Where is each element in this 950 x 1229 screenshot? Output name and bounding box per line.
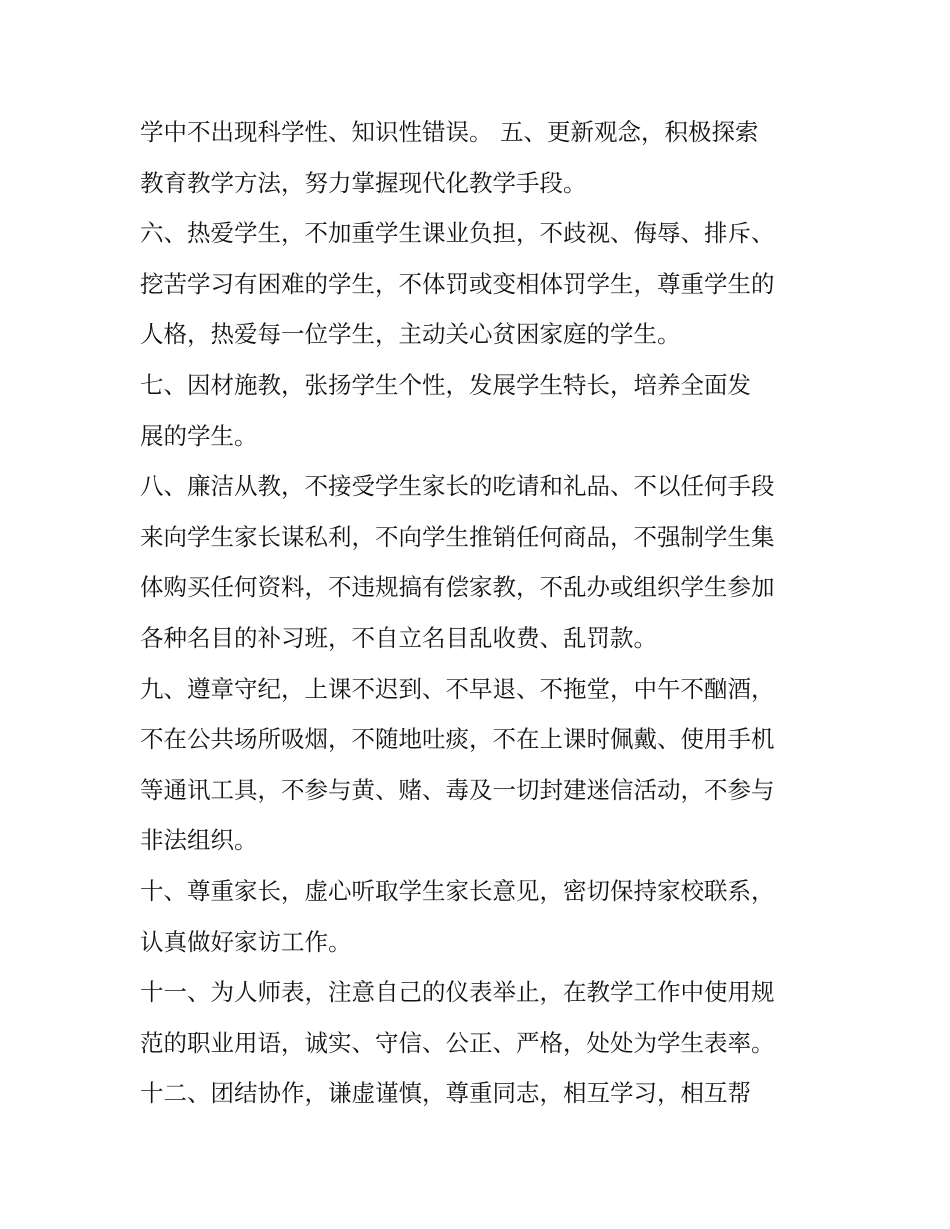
text-line: 非法组织。 [140, 826, 258, 855]
text-line: 展的学生。 [140, 421, 258, 450]
text-line: 十二、团结协作，谦虚谨慎，尊重同志，相互学习，相互帮 [140, 1079, 751, 1108]
text-line: 范的职业用语，诚实、守信、公正、严格，处处为学生表率。 [140, 1028, 775, 1057]
document-body [140, 107, 830, 1119]
text-line: 教育教学方法，努力掌握现代化教学手段。 [140, 168, 587, 197]
text-line: 来向学生家长谋私利，不向学生推销任何商品，不强制学生集 [140, 522, 775, 551]
text-line: 认真做好家访工作。 [140, 927, 352, 956]
text-line: 学中不出现科学性、知识性错误。 五、更新观念，积极探索 [140, 118, 759, 146]
text-line: 人格，热爱每一位学生，主动关心贫困家庭的学生。 [140, 320, 681, 349]
text-line: 不在公共场所吸烟，不随地吐痰，不在上课时佩戴、使用手机 [140, 725, 775, 754]
text-line: 九、遵章守纪，上课不迟到、不早退、不拖堂，中午不酗酒， [140, 674, 775, 703]
text-line: 各种名目的补习班，不自立名目乱收费、乱罚款。 [140, 623, 657, 652]
text-line: 八、廉洁从教，不接受学生家长的吃请和礼品、不以任何手段 [140, 472, 775, 501]
text-line: 等通讯工具，不参与黄、赌、毒及一切封建迷信活动，不参与 [140, 775, 775, 804]
text-line: 七、因材施教，张扬学生个性，发展学生特长，培养全面发 [140, 370, 751, 399]
text-line: 体购买任何资料，不违规搞有偿家教，不乱办或组织学生参加 [140, 573, 775, 602]
text-line: 十、尊重家长，虚心听取学生家长意见，密切保持家校联系， [140, 876, 775, 905]
text-line: 六、热爱学生，不加重学生课业负担，不歧视、侮辱、排斥、 [140, 219, 775, 248]
text-line: 十一、为人师表，注意自己的仪表举止，在教学工作中使用规 [140, 978, 775, 1007]
text-line: 挖苦学习有困难的学生，不体罚或变相体罚学生，尊重学生的 [140, 269, 775, 298]
